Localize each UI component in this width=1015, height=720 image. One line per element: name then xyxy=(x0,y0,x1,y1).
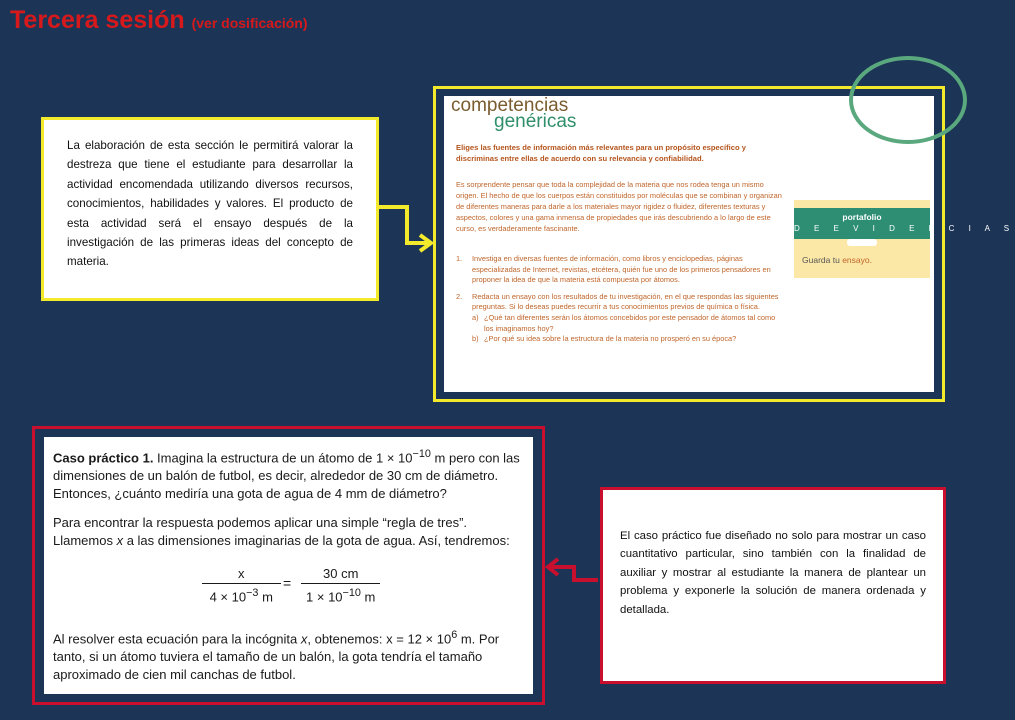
portfolio-ensayo: ensayo. xyxy=(842,255,872,265)
list-item-number: 2. xyxy=(456,291,463,301)
den-unit: m xyxy=(360,589,376,605)
den-unit: m xyxy=(258,589,273,605)
variable-x: x xyxy=(116,533,124,548)
fraction-left-numerator: x xyxy=(202,565,281,584)
intro-paragraph: Es sorprendente pensar que toda la complejidad de la materia que nos rodea tenga un mismo origen. El hecho de que los cuerpos están constituidos por moléculas que se combinan y organizan de diferentes maneras para darle a los materiales mayor rigidez o fluidez, diferentes texturas y aspectos, colores y una gama inmensa de propiedades que irás descubriendo a lo largo de este curso, es verdaderamente fascinante. xyxy=(456,180,782,233)
right-note-text: El caso práctico fue diseñado no solo para mostrar un caso cuantitativo particular, sino también con la finalidad de auxiliar y mostrar al estudiante la manera de plantear un problema y exponerle la solución de manera ordenada y detallada. xyxy=(620,530,926,616)
question-number: a) xyxy=(472,312,479,322)
caso-text-1: Imagina la estructura de un átomo de 1 × 10 xyxy=(153,450,413,466)
list-item-text: Investiga en diversas fuentes de información, como libros y enciclopedias, páginas especializadas de Internet, revistas, etcétera, quién fue uno de los primeros pensadores en proponer la idea de que la materia está compuesta por átomos. xyxy=(472,254,771,285)
portfolio-guarda: Guarda tu xyxy=(802,255,840,265)
left-note-text: La elaboración de esta sección le permitirá valorar la destreza que tiene el estudiante para desarrollar la actividad encomendada utilizando diversos recursos, conocimientos, habilidades y valores. El producto de esta actividad será el ensayo después de la investigación de las primeras ideas del concepto de materia. xyxy=(67,139,353,269)
competencia-statement: Eliges las fuentes de información más relevantes para un propósito específico y discriminas entre ellas de acuerdo con su relevancia y confiabilidad. xyxy=(456,143,746,163)
genericas-heading: genéricas xyxy=(494,111,577,132)
list-item-text: Redacta un ensayo con los resultados de tu investigación, en el que respondas las siguientes preguntas. Si lo deseas puedes recurrir a tus conocimientos previos de química o física. xyxy=(472,291,779,312)
den-base: 1 × 10 xyxy=(306,589,343,605)
question-text: ¿Qué tan diferentes serán los átomos concebidos por este pensador de átomos tal como los imaginamos hoy? xyxy=(484,312,776,333)
equals-sign: = xyxy=(283,575,292,591)
question-number: b) xyxy=(472,334,479,344)
caso-exp-1: −10 xyxy=(412,448,431,460)
list-item-number: 1. xyxy=(456,254,463,263)
caso-label: Caso práctico 1. xyxy=(53,450,154,466)
competencias-heading: competencias xyxy=(451,95,569,116)
para-text-1: Para encontrar la respuesta podemos aplicar una simple “regla de tres”. Llamemos xyxy=(53,515,468,548)
den-exp: −10 xyxy=(342,587,361,599)
title-sub: (ver dosificación) xyxy=(191,15,308,31)
portfolio-evidencias: D E E V I D E N C I A S xyxy=(794,224,1015,233)
title-main: Tercera sesión xyxy=(10,6,185,34)
fraction-right-numerator: 30 cm xyxy=(301,565,380,584)
result-exp: 6 xyxy=(451,629,458,641)
para-text-2: a las dimensiones imaginarias de la gota de agua. Así, tendremos: xyxy=(123,533,510,548)
result-text-2: , obtenemos: x = 12 × 10 xyxy=(307,631,452,647)
den-base: 4 × 10 xyxy=(209,589,247,605)
den-exp: −3 xyxy=(246,587,259,599)
question-text: ¿Por qué su idea sobre la estructura de la materia no prosperó en su época? xyxy=(484,334,737,344)
portfolio-title: portafolio xyxy=(842,212,882,222)
variable-x: x xyxy=(300,631,308,647)
result-text-1: Al resolver esta ecuación para la incógnita xyxy=(53,631,301,647)
caso-text-2: m pero con las dimensiones de un balón de futbol, es decir, alrededor de 30 cm de diámetro. Entonces, ¿cuánto mediría una gota de agua de 4 mm de diámetro? xyxy=(53,450,520,502)
result-text-3: m. Por tanto, si un átomo tuviera el tamaño de un balón, la gota tendría el tamaño aproximado de cien mil canchas de futbol. xyxy=(53,631,500,683)
